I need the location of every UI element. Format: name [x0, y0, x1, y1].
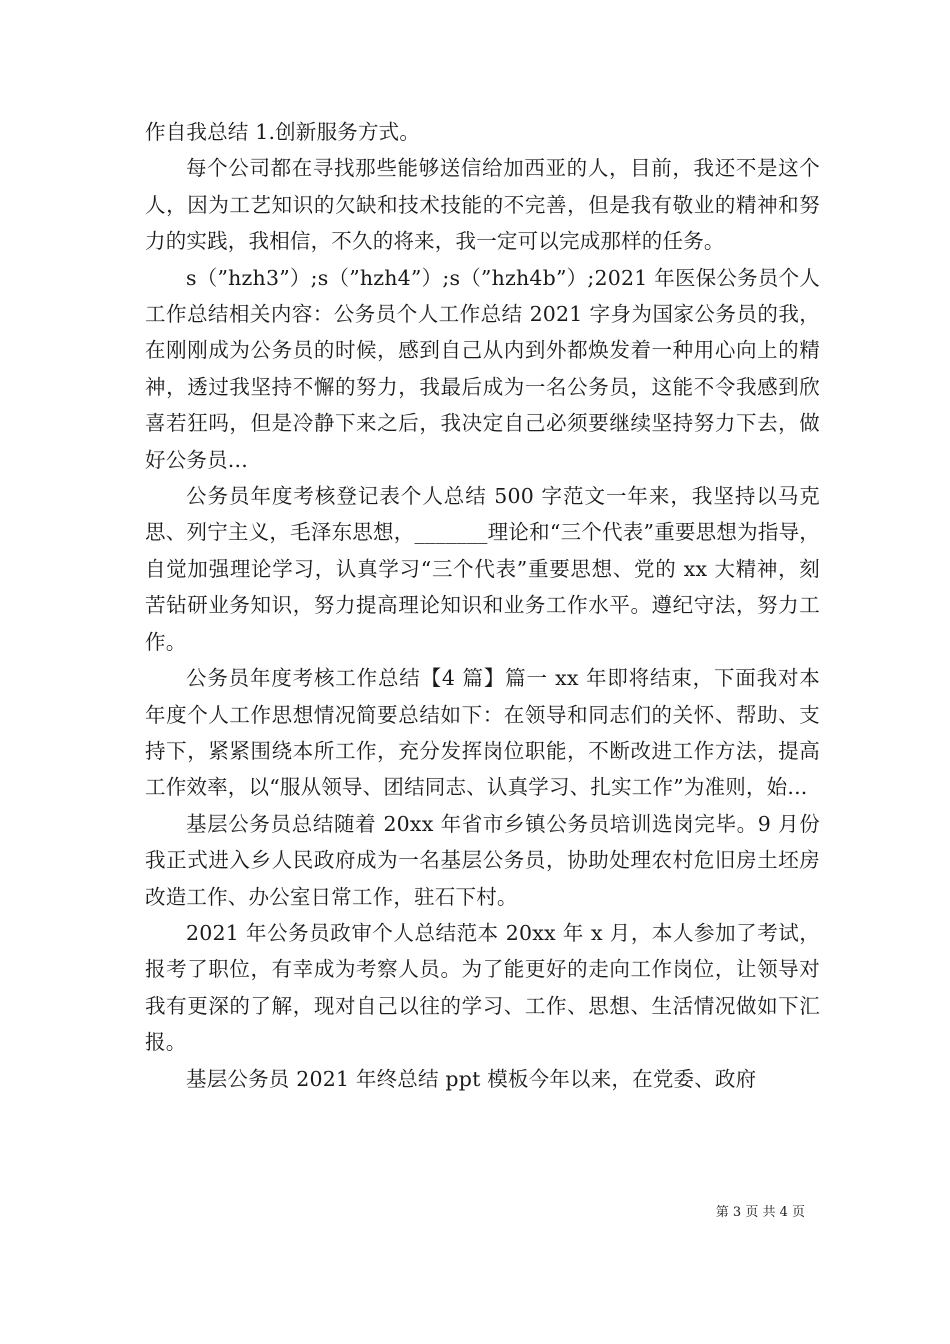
paragraph-annual-work-summary: 公务员年度考核工作总结【4 篇】篇一 xx 年即将结束，下面我对本年度个人工作思想情况简要总结如下：在领导和同志们的关怀、帮助、支持下，紧紧围绕本所工作，充分发挥岗位职能，不断改进工作方法，提高工作效率，以“服从领导、团结同志、认真学习、扎实工作”为准则，始... [145, 666, 820, 800]
paragraph-year-end-ppt: 基层公务员 2021 年终总结 ppt 模板今年以来，在党委、政府 [186, 1066, 757, 1091]
document-body [145, 114, 820, 1097]
paragraph-political-review: 2021 年公务员政审个人总结范本 20xx 年 x 月，本人参加了考试，报考了职位，有幸成为考察人员。为了能更好的走向工作岗位，让领导对我有更深的了解，现对自己以往的学习、工作、思想、生活情况做如下汇报。 [145, 920, 820, 1055]
paragraph-continuation: 作自我总结 1.创新服务方式。 [145, 120, 421, 144]
paragraph-grassroots-summary: 基层公务员总结随着 20xx 年省市乡镇公务员培训选岗完毕。9 月份我正式进入乡人民政府成为一名基层公务员，协助处理农村危旧房土坯房改造工作、办公室日常工作，驻石下村。 [145, 811, 820, 909]
paragraph-medical-insurance-summary: s（”hzh3”）;s（”hzh4”）;s（”hzh4b”）;2021 年医保公务员个人工作总结相关内容：公务员个人工作总结 2021 字身为国家公务员的我，在刚刚成为公务员的时候，感到自己从内到外都焕发着一种用心向上的精神，透过我坚持不懈的努力，我最后成为一名公务员，这能不令我感到欣喜若狂吗，但是冷静下来之后，我决定自己必须要继续坚持努力下去，做好公务员... [145, 265, 820, 472]
paragraph-garcia: 每个公司都在寻找那些能够送信给加西亚的人，目前，我还不是这个人，因为工艺知识的欠缺和技术技能的不完善，但是我有敬业的精神和努力的实践，我相信，不久的将来，我一定可以完成那样的任务。 [145, 156, 820, 254]
page-number-footer: 第 3 页 共 4 页 [715, 1205, 805, 1220]
paragraph-annual-assessment-form: 公务员年度考核登记表个人总结 500 字范文一年来，我坚持以马克思、列宁主义，毛泽东思想，_______理论和“三个代表”重要思想为指导，自觉加强理论学习，认真学习“三个代表”重要思想、党的 xx 大精神，刻苦钻研业务知识，努力提高理论知识和业务工作水平。遵纪守法，努力工作。 [145, 484, 820, 654]
